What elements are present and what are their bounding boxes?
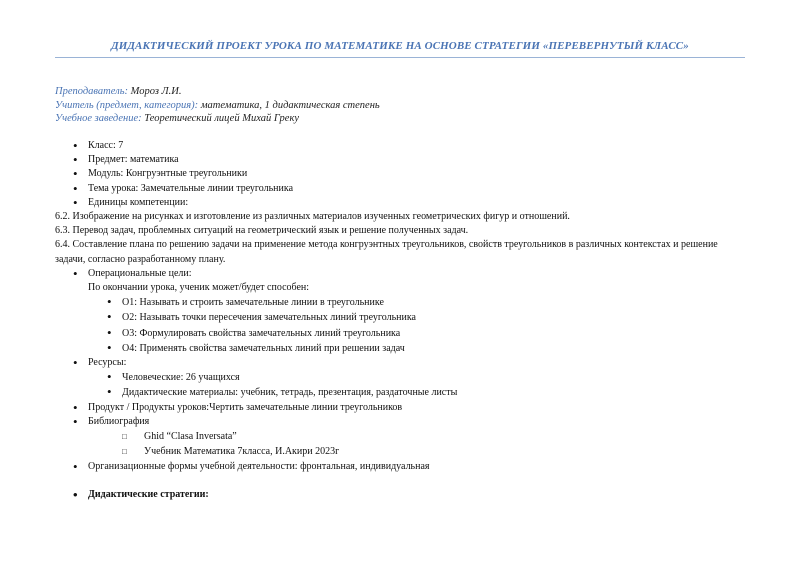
item-forms: • Организационные формы учебной деятельности: фронтальная, индивидуальная <box>55 460 745 474</box>
competence-6-4: 6.4. Составление плана по решению задачи на применение метода конгруэнтных треугольников, свойств треугольников в различных контекстах и решение задачи, согласно разработанному плану. <box>55 239 718 265</box>
resource-human: • Человеческие: 26 учащихся <box>55 370 745 385</box>
meta-block <box>55 85 380 126</box>
teacher-label: Преподаватель: <box>55 86 128 97</box>
school-value: Теоретический лицей Михай Греку <box>144 113 300 124</box>
item-objectives: • Операциональные цели: <box>55 267 745 281</box>
item-module: • Модуль: Конгруэнтные треугольники <box>55 167 745 181</box>
resource-materials: • Дидактические материалы: учебник, тетрадь, презентация, раздаточные листы <box>55 385 745 400</box>
subject-value: математика, 1 дидактическая степень <box>200 99 380 111</box>
item-subject: • Предмет: математика <box>55 153 745 167</box>
item-competences: • Единицы компетенции: <box>55 196 745 210</box>
item-strategies: • Дидактические стратегии: <box>55 488 745 502</box>
subject-line <box>55 99 380 113</box>
objective-o2: • О2: Называть точки пересечения замечательных линий треугольника <box>55 310 745 325</box>
bibliography-entry: □ Учебник Математика 7класса, И.Акири 2023г <box>55 444 745 459</box>
item-class: • Класс: 7 <box>55 139 745 153</box>
spacer <box>55 474 745 488</box>
bibliography-entry: □ Ghid “Clasa Inversata” <box>55 429 745 444</box>
lesson-content <box>55 139 745 502</box>
item-bibliography: • Библиография <box>55 415 745 429</box>
teacher-line <box>55 85 380 99</box>
item-topic: • Тема урока: Замечательные линии треугольника <box>55 182 745 196</box>
title-divider <box>55 57 745 58</box>
subject-label: Учитель (предмет, категория): <box>55 99 199 111</box>
objectives-intro: По окончании урока, ученик может/будет способен: <box>88 282 310 294</box>
objective-o1: • О1: Называть и строить замечательные линии в треугольнике <box>55 295 745 310</box>
school-line <box>55 112 380 126</box>
competence-6-3: 6.3. Перевод задач, проблемных ситуаций на геометрический язык и решение полученных задач. <box>55 225 469 237</box>
objective-o4: • О4: Применять свойства замечательных линий при решении задач <box>55 341 745 356</box>
teacher-value: Мороз Л.И. <box>130 86 182 97</box>
school-label: Учебное заведение: <box>55 113 142 124</box>
document-title: ДИДАКТИЧЕСКИЙ ПРОЕКТ УРОКА ПО МАТЕМАТИКЕ НА ОСНОВЕ СТРАТЕГИИ «ПЕРЕВЕРНУТЫЙ КЛАСС» <box>111 40 689 52</box>
objective-o3: • О3: Формулировать свойства замечательных линий треугольника <box>55 326 745 341</box>
item-product: • Продукт / Продукты уроков:Чертить замечательные линии треугольников <box>55 401 745 415</box>
item-resources: • Ресурсы: <box>55 356 745 370</box>
competence-6-2: 6.2. Изображение на рисунках и изготовление из различных материалов изученных геометрических фигур и отношений. <box>55 211 570 223</box>
